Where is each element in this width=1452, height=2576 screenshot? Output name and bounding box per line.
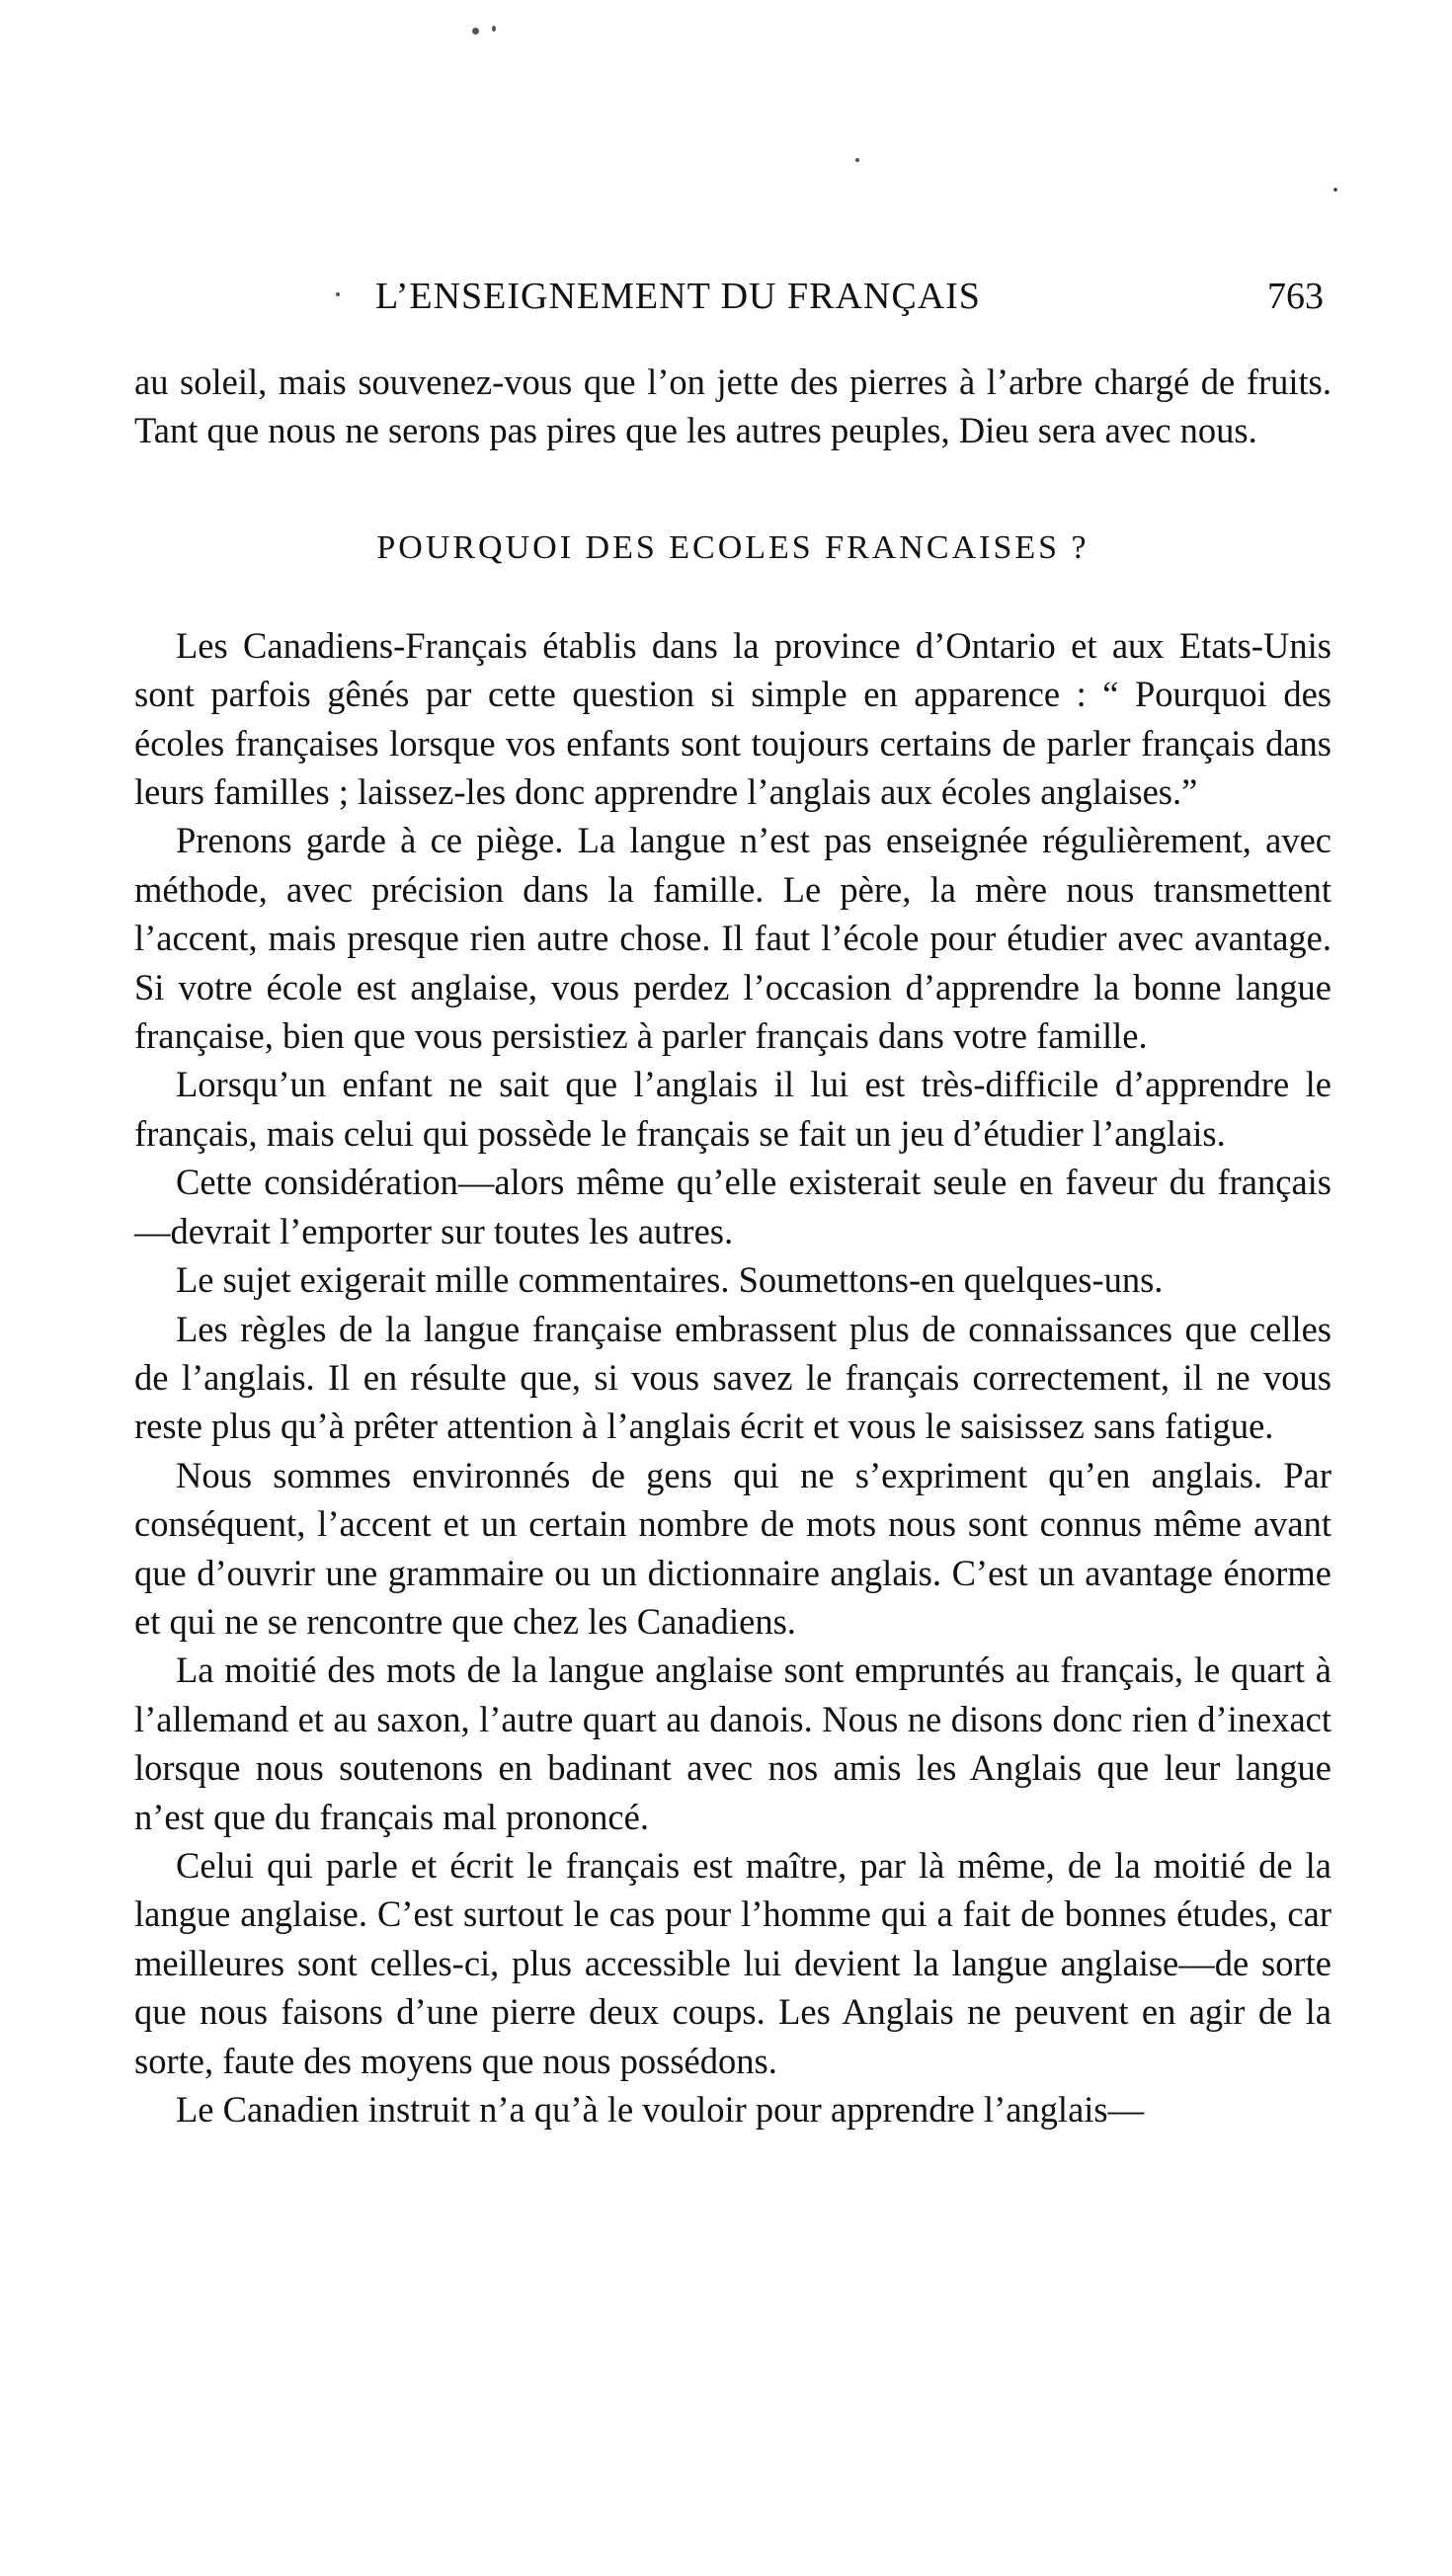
paragraph: Lorsqu’un enfant ne sait que l’anglais il lui est très-difficile d’apprendre le français, mais celui qui possède le français se fait un jeu d’étudier l’anglais.: [134, 1064, 1331, 1154]
paragraph: Celui qui parle et écrit le français est maître, par là même, de la moitié de la langue anglaise. C’est surtout le cas pour l’homme qui a fait de bonnes études, car meilleures sont celles-ci, plus accessible lui devient la langue anglaise—de sorte que nous faisons d’une pierre deux coups. Les Anglais ne peuvent en agir de la sorte, faute des moyens que nous possédons.: [134, 1844, 1331, 2081]
running-title: L’ENSEIGNEMENT DU FRANÇAIS: [375, 276, 981, 317]
paragraph: au soleil, mais souvenez-vous que l’on jette des pierres à l’arbre chargé de fruits. Tant que nous ne serons pas pires que les autres peuples, Dieu sera avec nous.: [134, 362, 1331, 451]
paragraph: Les Canadiens-Français établis dans la province d’Ontario et aux Etats-Unis sont parfois gênés par cette question si simple en apparence : “ Pourquoi des écoles françaises lorsque vos enfants sont toujours certains de parler français dans leurs familles ; laissez-les donc apprendre l’anglais aux écoles anglaises.”: [134, 624, 1331, 813]
page-header: [138, 275, 1324, 330]
print-speck: [855, 158, 859, 162]
print-speck: [492, 26, 496, 32]
paragraph: Nous sommes environnés de gens qui ne s’expriment qu’en anglais. Par conséquent, l’accent et un certain nombre de mots nous sont connus même avant que d’ouvrir une grammaire ou un dictionnaire anglais. C’est un avantage énorme et qui ne se rencontre que chez les Canadiens.: [134, 1454, 1331, 1642]
page-number: 763: [1267, 276, 1324, 317]
paragraph: Les règles de la langue française embrassent plus de connaissances que celles de l’anglais. Il en résulte que, si vous savez le français correctement, il ne vous reste plus qu’à prêter attention à l’anglais écrit et vous le saisissez sans fatigue.: [134, 1308, 1331, 1447]
print-speck: [472, 28, 479, 35]
print-speck: [1333, 188, 1337, 192]
paragraph: Le Canadien instruit n’a qu’à le vouloir pour apprendre l’anglais—: [176, 2089, 1145, 2130]
body-text: [134, 358, 1331, 2133]
paragraph: Cette considération—alors même qu’elle existerait seule en faveur du français—devrait l’emporter sur toutes les autres.: [134, 1162, 1331, 1251]
paragraph: La moitié des mots de la langue anglaise sont empruntés au français, le quart à l’allemand et au saxon, l’autre quart au danois. Nous ne disons donc rien d’inexact lorsque nous soutenons en badinant avec nos amis les Anglais que leur langue n’est que du français mal prononcé.: [134, 1650, 1331, 1837]
paragraph: Prenons garde à ce piège. La langue n’est pas enseignée régulièrement, avec méthode, avec précision dans la famille. Le père, la mère nous transmettent l’accent, mais presque rien autre chose. Il faut l’école pour étudier avec avantage. Si votre école est anglaise, vous perdez l’occasion d’apprendre la bonne langue française, bien que vous persistiez à parler français dans votre famille.: [134, 820, 1331, 1057]
section-heading: POURQUOI DES ECOLES FRANCAISES ?: [376, 528, 1089, 566]
paragraph: Le sujet exigerait mille commentaires. Soumettons-en quelques-uns.: [176, 1259, 1164, 1301]
